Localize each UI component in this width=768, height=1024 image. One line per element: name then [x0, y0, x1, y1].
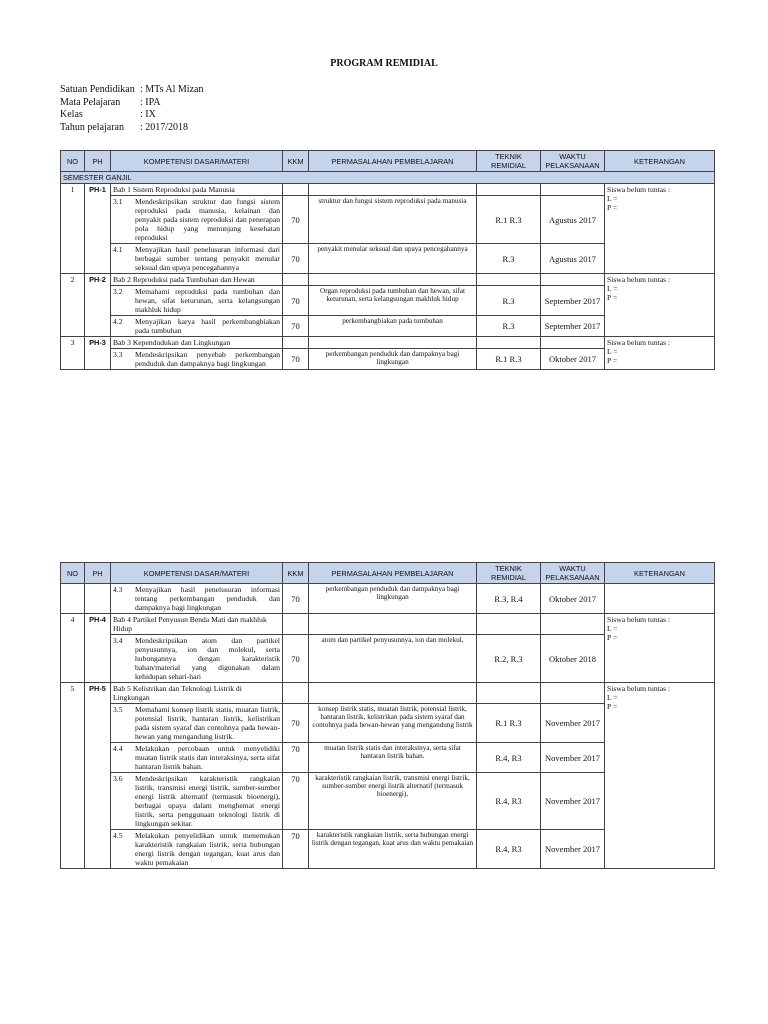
header-no: NO: [61, 563, 85, 584]
kd-cell: [111, 584, 283, 614]
waktu-cell: November 2017: [541, 743, 605, 773]
header-kd: KOMPETENSI DASAR/MATERI: [111, 151, 283, 172]
meta-key: Satuan Pendidikan: [60, 84, 135, 95]
kd-text: Mendeskripsikan penyebab perkembangan penduduk dan dampaknya bagi lingkungan: [135, 350, 280, 368]
permasalahan-cell: muatan listrik statis dan interaksinya, serta sifat hantaran listrik bahan.: [309, 743, 477, 773]
bab-cell: Bab 2 Reproduksi pada Tumbuhan dan Hewan: [111, 274, 283, 286]
kd-cell: [111, 743, 283, 773]
kd-number: 4.4: [113, 744, 123, 753]
kd-entry: [113, 287, 280, 314]
keterangan-line: P =: [607, 293, 618, 302]
keterangan-line: Siswa belum tuntas :: [607, 275, 671, 284]
keterangan-cell: [605, 584, 715, 614]
permasalahan-cell: atom dan partikel penyusunnya, ion dan molekul,: [309, 635, 477, 683]
kd-number: 4.1: [113, 245, 123, 254]
ph-cell: PH-1: [85, 184, 111, 274]
document-meta: [60, 84, 203, 134]
meta-row: [60, 122, 203, 135]
header-ket: KETERANGAN: [605, 151, 715, 172]
kd-number: 3.1: [113, 197, 123, 206]
no-cell: [61, 584, 85, 614]
permasalahan-cell: konsep listrik statis, muatan listrik, potensial listrik, hantaran listrik, kelistrikan pada sistem syaraf dan contohnya pada hewan-hewan yang mengandung listrik: [309, 704, 477, 743]
kkm-cell: 70: [283, 286, 309, 316]
empty-cell: [283, 683, 309, 704]
group-row: [61, 184, 715, 196]
kd-entry: [113, 831, 280, 867]
meta-value: : MTs Al Mizan: [140, 84, 204, 95]
empty-cell: [283, 614, 309, 635]
group-row: [61, 683, 715, 704]
waktu-cell: Oktober 2017: [541, 349, 605, 370]
no-cell: 5: [61, 683, 85, 869]
empty-cell: [283, 274, 309, 286]
header-ph: PH: [85, 151, 111, 172]
kd-number: 3.4: [113, 636, 123, 645]
kkm-cell: 70: [283, 316, 309, 337]
page-title: PROGRAM REMIDIAL: [330, 58, 438, 69]
no-cell: 2: [61, 274, 85, 337]
empty-cell: [477, 683, 541, 704]
group-row: [61, 274, 715, 286]
keterangan-line: L =: [607, 347, 618, 356]
empty-cell: [477, 274, 541, 286]
waktu-cell: Agustus 2017: [541, 196, 605, 244]
keterangan-line: L =: [607, 693, 618, 702]
kd-cell: [111, 196, 283, 244]
meta-key: Kelas: [60, 109, 83, 121]
header-tek: TEKNIK REMIDIAL: [477, 151, 541, 172]
teknik-cell: R.4, R3: [477, 773, 541, 830]
kkm-cell: 70: [283, 244, 309, 274]
kd-number: 4.2: [113, 317, 123, 326]
kd-entry: [113, 705, 280, 741]
kd-text: Memahami konsep listrik statis, muatan listrik, potensial listrik, hantaran listrik, kelistrikan pada sistem syaraf dan contohnya pada hewan-hewan yang mengandung listrik.: [135, 705, 280, 741]
header-wak: WAKTU PELAKSANAAN: [541, 151, 605, 172]
semester-label: SEMESTER GANJIL: [61, 172, 715, 184]
header-tek: TEKNIK REMIDIAL: [477, 563, 541, 584]
waktu-cell: September 2017: [541, 286, 605, 316]
kkm-cell: 70: [283, 773, 309, 830]
meta-value: : IPA: [140, 96, 161, 108]
no-cell: 1: [61, 184, 85, 274]
bab-cell: Bab 5 Kelistrikan dan Teknologi Listrik di Lingkungan: [111, 683, 283, 704]
keterangan-cell: [605, 274, 715, 337]
header-kkm: KKM: [283, 563, 309, 584]
empty-cell: [283, 184, 309, 196]
ph-cell: [85, 584, 111, 614]
header-kd: KOMPETENSI DASAR/MATERI: [111, 563, 283, 584]
empty-cell: [477, 184, 541, 196]
teknik-cell: R.1 R.3: [477, 196, 541, 244]
permasalahan-cell: perkembangan penduduk dan dampaknya bagi lingkungan: [309, 584, 477, 614]
group-row: [61, 337, 715, 349]
teknik-cell: R.2, R.3: [477, 635, 541, 683]
keterangan-line: Siswa belum tuntas :: [607, 185, 671, 194]
ph-cell: PH-2: [85, 274, 111, 337]
empty-cell: [541, 184, 605, 196]
empty-cell: [309, 184, 477, 196]
remedial-table-1: [60, 150, 715, 370]
kd-number: 3.2: [113, 287, 123, 296]
kkm-cell: 70: [283, 196, 309, 244]
header-wak: WAKTU PELAKSANAAN: [541, 563, 605, 584]
empty-cell: [309, 274, 477, 286]
kd-cell: [111, 349, 283, 370]
ph-cell: PH-4: [85, 614, 111, 683]
kd-entry: [113, 585, 280, 612]
keterangan-line: Siswa belum tuntas :: [607, 615, 671, 624]
keterangan-line: L =: [607, 624, 618, 633]
kkm-cell: 70: [283, 635, 309, 683]
kkm-cell: 70: [283, 349, 309, 370]
kd-entry: [113, 317, 280, 335]
bab-cell: Bab 1 Sistem Reproduksi pada Manusia: [111, 184, 283, 196]
permasalahan-cell: perkembangan penduduk dan dampaknya bagi lingkungan: [309, 349, 477, 370]
bab-cell: Bab 4 Partikel Penyusun Benda Mati dan makhluk Hidup: [111, 614, 283, 635]
kd-text: Menyajikan hasil penelusuran informasi tentang perkembangan penduduk dan dampaknya bagi lingkungan: [135, 585, 280, 612]
bab-cell: Bab 3 Kependudukan dan Lingkungan: [111, 337, 283, 349]
kkm-cell: 70: [283, 584, 309, 614]
kd-number: 4.5: [113, 831, 123, 840]
empty-cell: [309, 337, 477, 349]
group-row: [61, 614, 715, 635]
empty-cell: [309, 683, 477, 704]
empty-cell: [541, 683, 605, 704]
keterangan-line: Siswa belum tuntas :: [607, 338, 671, 347]
kd-cell: [111, 286, 283, 316]
no-cell: 3: [61, 337, 85, 370]
teknik-cell: R.3: [477, 316, 541, 337]
meta-value: : 2017/2018: [140, 121, 189, 133]
permasalahan-cell: perkembangbiakan pada tumbuhan: [309, 316, 477, 337]
keterangan-line: L =: [607, 284, 618, 293]
kd-cell: [111, 830, 283, 869]
kd-number: 3.5: [113, 705, 123, 714]
teknik-cell: R.1 R.3: [477, 704, 541, 743]
keterangan-cell: [605, 683, 715, 869]
remedial-table-2: [60, 562, 715, 869]
teknik-cell: R.4, R3: [477, 743, 541, 773]
kd-number: 3.6: [113, 774, 123, 783]
kd-number: 3.3: [113, 350, 123, 359]
meta-key: Tahun pelajaran: [60, 121, 124, 133]
ph-cell: PH-3: [85, 337, 111, 370]
kkm-cell: 70: [283, 830, 309, 869]
header-row: [61, 563, 715, 584]
permasalahan-cell: Organ reproduksi pada tumbuhan dan hewan, sifat keturunan, serta kelangsungan makhluk hidup: [309, 286, 477, 316]
permasalahan-cell: struktur dan fungsi sistem reproduksi pada manusia: [309, 196, 477, 244]
empty-cell: [541, 614, 605, 635]
kd-row: [61, 584, 715, 614]
kd-cell: [111, 635, 283, 683]
empty-cell: [541, 274, 605, 286]
keterangan-cell: [605, 614, 715, 683]
waktu-cell: Oktober 2018: [541, 635, 605, 683]
keterangan-line: P =: [607, 356, 618, 365]
teknik-cell: R.3: [477, 286, 541, 316]
semester-row: [61, 172, 715, 184]
ph-cell: PH-5: [85, 683, 111, 869]
meta-row: [60, 97, 203, 110]
no-cell: 4: [61, 614, 85, 683]
kkm-cell: 70: [283, 743, 309, 773]
kd-text: Menyajikan karya hasil perkembangbiakan pada tumbuhan: [135, 317, 280, 335]
kd-cell: [111, 773, 283, 830]
waktu-cell: Oktober 2017: [541, 584, 605, 614]
kd-text: Mendeskripsikan karakteristik rangkaian listrik, transmisi energi listrik, sumber-sumber energi listrik alternatif (termasuk bioenergi), berbagai upaya dalam menghemat energi listrik, serta penggunaan teknologi listrik di lingkungan sekitar.: [135, 774, 280, 828]
teknik-cell: R.3: [477, 244, 541, 274]
empty-cell: [283, 337, 309, 349]
empty-cell: [477, 337, 541, 349]
permasalahan-cell: karakteristik rangkaian listrik, serta hubungan energi listrik dengan tegangan, kuat arus dan waktu pemakaian: [309, 830, 477, 869]
kd-number: 4.3: [113, 585, 123, 594]
kd-text: Mendeskripsikan atom dan partikel penyusunnya, ion dan molekul, serta hubungannya dengan karakteristik bahan/material yang digunakan dalam kehidupan sehari-hari: [135, 636, 280, 681]
empty-cell: [309, 614, 477, 635]
kd-entry: [113, 245, 280, 272]
header-ket: KETERANGAN: [605, 563, 715, 584]
meta-value: : IX: [140, 109, 156, 121]
kd-text: Memahami reproduksi pada tumbuhan dan hewan, sifat keturunan, serta kelangsungan makhluk hidup: [135, 287, 280, 314]
keterangan-line: P =: [607, 702, 618, 711]
kd-entry: [113, 636, 280, 681]
header-no: NO: [61, 151, 85, 172]
keterangan-cell: [605, 337, 715, 370]
waktu-cell: September 2017: [541, 316, 605, 337]
kd-text: Melakukan penyelidikan untuk menemukan karakteristik rangkaian listrik, serta hubungan energi listrik dengan tegangan, kuat arus dan waktu pemakaian: [135, 831, 280, 867]
keterangan-line: Siswa belum tuntas :: [607, 684, 671, 693]
meta-key: Mata Pelajaran: [60, 96, 121, 108]
teknik-cell: R.4, R3: [477, 830, 541, 869]
kd-text: Melakukan percobaan untuk menyelidiki muatan listrik statis dan interaksinya, serta sifat hantaran listrik bahan.: [135, 744, 280, 771]
teknik-cell: R.1 R.3: [477, 349, 541, 370]
kd-entry: [113, 744, 280, 771]
header-ph: PH: [85, 563, 111, 584]
header-perm: PERMASALAHAN PEMBELAJARAN: [309, 151, 477, 172]
waktu-cell: November 2017: [541, 773, 605, 830]
kd-entry: [113, 350, 280, 368]
kd-text: Menyajikan hasil penelusuran informasi dari berbagai sumber tentang penyakit menular seksual dan upaya pencegahannya: [135, 245, 280, 272]
keterangan-line: L =: [607, 194, 618, 203]
keterangan-line: P =: [607, 633, 618, 642]
kd-text: Mendeskripsikan struktur dan fungsi sistem reproduksi pada manusia, kelainan dan penyakit pada sistem reproduksi dan penerapan pola hidup yang menunjang kesehatan reproduksi: [135, 197, 280, 242]
waktu-cell: November 2017: [541, 704, 605, 743]
kd-cell: [111, 704, 283, 743]
header-row: [61, 151, 715, 172]
empty-cell: [541, 337, 605, 349]
kkm-cell: 70: [283, 704, 309, 743]
permasalahan-cell: penyakit menular seksual dan upaya pencegahannya: [309, 244, 477, 274]
kd-entry: [113, 197, 280, 242]
kd-entry: [113, 774, 280, 828]
kd-cell: [111, 244, 283, 274]
permasalahan-cell: karakteristik rangkaian listrik, transmisi energi listrik, sumber-sumber energi listrik alternatif (termasuk bioenergi),: [309, 773, 477, 830]
meta-row: [60, 84, 203, 97]
waktu-cell: Agustus 2017: [541, 244, 605, 274]
header-perm: PERMASALAHAN PEMBELAJARAN: [309, 563, 477, 584]
meta-row: [60, 109, 203, 122]
keterangan-line: P =: [607, 203, 618, 212]
keterangan-cell: [605, 184, 715, 274]
header-kkm: KKM: [283, 151, 309, 172]
kd-cell: [111, 316, 283, 337]
waktu-cell: November 2017: [541, 830, 605, 869]
empty-cell: [477, 614, 541, 635]
teknik-cell: R.3, R.4: [477, 584, 541, 614]
